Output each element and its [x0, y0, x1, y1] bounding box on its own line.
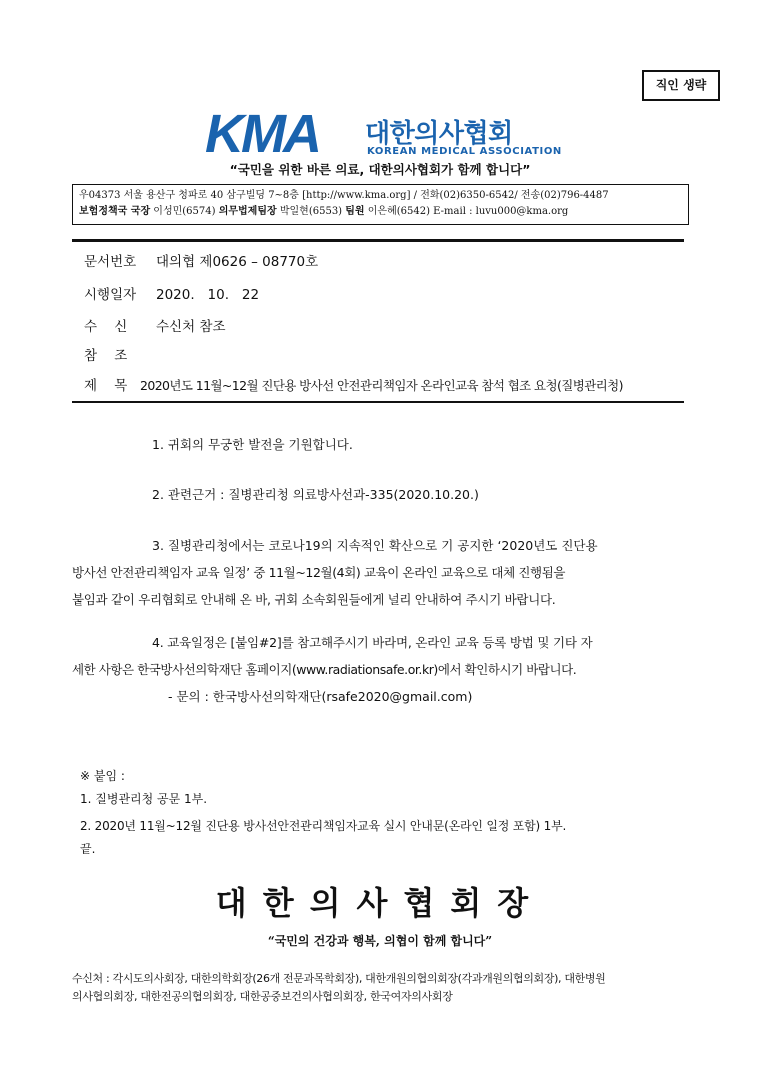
- subject-row: [84, 374, 623, 394]
- recipient-list: [72, 970, 692, 1006]
- stamp-omitted-box: 직인 생략: [642, 70, 720, 101]
- subject-divider: [72, 401, 684, 403]
- attachment-item-1: 1. 질병관리청 공문 1부.: [80, 792, 208, 806]
- attachment-item-2: 2. 2020년 11월~12월 진단용 방사선안전관리책임자교육 실시 안내문(온라인 일정 포함) 1부.: [80, 819, 567, 833]
- contact-label-3: 팀원: [345, 206, 365, 217]
- contact-line: [79, 204, 682, 220]
- document-end-mark: 끝.: [80, 842, 96, 856]
- kma-korean-name: 대한의사협회: [365, 119, 513, 149]
- paragraph-3: [72, 532, 684, 613]
- top-slogan: “국민을 위한 바른 의료, 대한의사협회가 함께 합니다”: [229, 162, 531, 177]
- recipient-row: [84, 315, 226, 335]
- date-row: [84, 283, 259, 303]
- doc-number-label: 문서번호: [84, 254, 137, 270]
- contact-label-2: 의무법제팀장: [218, 206, 277, 217]
- paragraph-4-line-1: 4. 교육일정은 [붙임#2]를 참고해주시기 바라며, 온라인 교육 등록 방법 및 기타 자: [152, 635, 593, 650]
- kma-english-name: KOREAN MEDICAL ASSOCIATION: [367, 146, 562, 157]
- issuer-signature: 대한의사협회장: [215, 884, 545, 922]
- paragraph-1: 1. 귀회의 무궁한 발전을 기원합니다.: [152, 437, 353, 452]
- reference-label: 참 조: [84, 348, 128, 364]
- paragraph-3-line-2: 방사선 안전관리책임자 교육 일정’ 중 11월~12월(4회) 교육이 온라인 교육으로 대체 진행됨을: [72, 565, 566, 580]
- kma-logo-letters: KMA: [205, 108, 319, 160]
- contact-value-1: 이성민(6574): [150, 206, 219, 217]
- paragraph-4: [72, 629, 684, 710]
- header-divider: [72, 239, 684, 242]
- recipient-list-line-2: 의사협의회장, 대한전공의협의회장, 대한공중보건의사협의회장, 한국여자의사회장: [72, 990, 453, 1003]
- recipient-value: 수신처 참조: [156, 319, 226, 335]
- paragraph-3-line-1: 3. 질병관리청에서는 코로나19의 지속적인 확산으로 기 공지한 ‘2020년도 진단용: [152, 538, 598, 553]
- doc-number-row: [84, 250, 318, 270]
- sender-address-box: [72, 184, 689, 225]
- paragraph-2: 2. 관련근거 : 질병관리청 의료방사선과-335(2020.10.20.): [152, 487, 479, 502]
- kma-logo-mark-icon: [205, 108, 365, 160]
- reference-row: [84, 344, 156, 364]
- address-line: 우04373 서울 용산구 청파로 40 삼구빌딩 7~8층 [http://www.kma.org] / 전화(02)6350-6542/ 전송(02)796-4487: [79, 190, 609, 201]
- date-label: 시행일자: [84, 287, 137, 303]
- paragraph-3-line-3: 붙임과 같이 우리협회로 안내해 온 바, 귀회 소속회원들에게 널리 안내하여 주시기 바랍니다.: [72, 592, 556, 607]
- paragraph-4-inquiry: - 문의 : 한국방사선의학재단(rsafe2020@gmail.com): [168, 689, 473, 704]
- paragraph-4-line-2: 세한 사항은 한국방사선의학재단 홈페이지(www.radiationsafe.or.kr)에서 확인하시기 바랍니다.: [72, 662, 577, 677]
- contact-value-3: 이은혜(6542) E-mail : luvu000@kma.org: [364, 206, 569, 217]
- doc-number-value: 대의협 제0626 – 08770호: [156, 254, 319, 270]
- subject-value: 2020년도 11월~12월 진단용 방사선 안전관리책임자 온라인교육 참석 협조 요청(질병관리청): [140, 378, 623, 393]
- contact-label-1: 보험정책국 국장: [79, 206, 151, 217]
- bottom-slogan: “국민의 건강과 행복, 의협이 함께 합니다”: [267, 934, 493, 948]
- date-value: 2020. 10. 22: [156, 287, 260, 303]
- contact-value-2: 박일현(6553): [276, 206, 346, 217]
- attachments-heading: ※ 붙임 :: [80, 769, 125, 783]
- recipient-list-line-1: 수신처 : 각시도의사회장, 대한의학회장(26개 전문과목학회장), 대한개원의협의회장(각과개원의협의회장), 대한병원: [72, 972, 606, 985]
- subject-label: 제 목: [84, 378, 128, 394]
- recipient-label: 수 신: [84, 319, 128, 335]
